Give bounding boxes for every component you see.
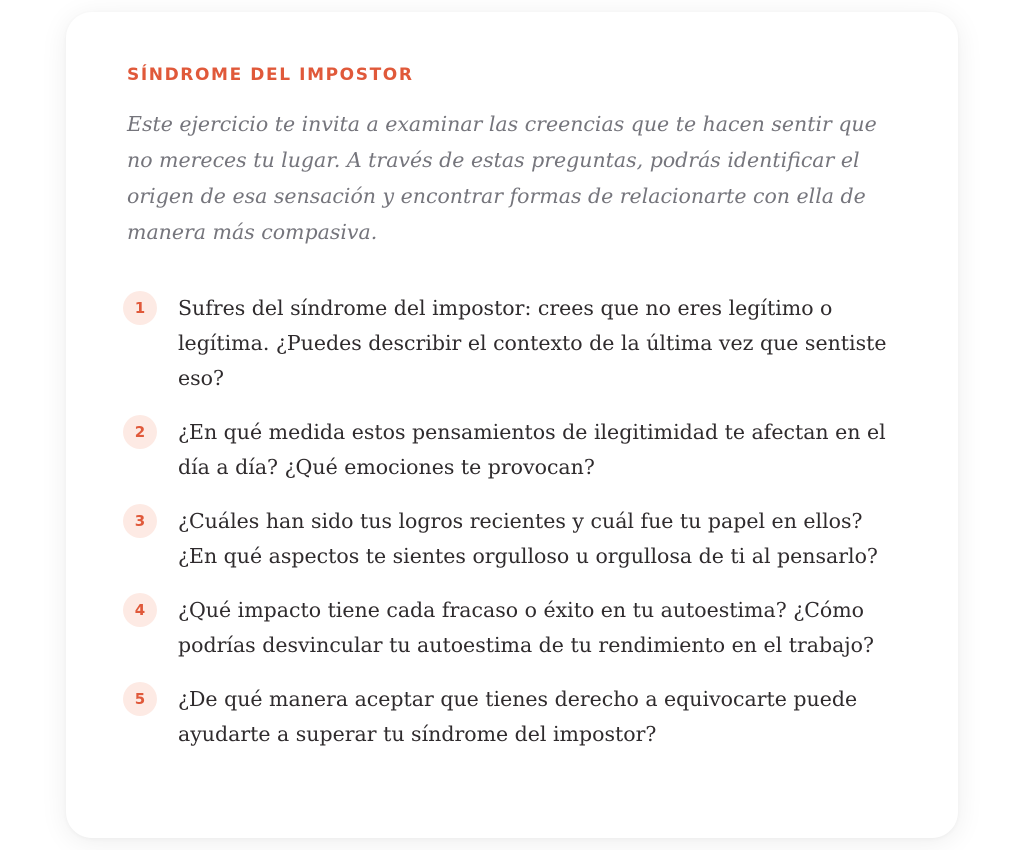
question-text: ¿De qué manera aceptar que tienes derecho a equivocarte puede ayudarte a superar tu síndrome del impostor? — [178, 687, 858, 746]
question-item — [127, 415, 898, 485]
question-item — [127, 504, 898, 574]
question-number-badge: 3 — [123, 504, 157, 538]
exercise-card — [66, 12, 958, 838]
question-item — [127, 593, 898, 663]
exercise-intro: Este ejercicio te invita a examinar las creencias que te hacen sentir que no mereces tu lugar. A través de estas preguntas, podrás identificar el origen de esa sensación y encontrar formas de relacionarte con ella de manera más compasiva. — [127, 112, 877, 244]
question-text: ¿En qué medida estos pensamientos de ilegitimidad te afectan en el día a día? ¿Qué emociones te provocan? — [178, 420, 886, 479]
question-item — [127, 682, 898, 752]
question-text: ¿Cuáles han sido tus logros recientes y cuál fue tu papel en ellos? ¿En qué aspectos te sientes orgulloso u orgullosa de ti al pensarlo? — [178, 509, 878, 568]
question-number-badge: 5 — [123, 682, 157, 716]
exercise-title: SÍNDROME DEL IMPOSTOR — [127, 65, 414, 85]
question-number-badge: 4 — [123, 593, 157, 627]
question-item — [127, 291, 898, 396]
question-text: Sufres del síndrome del impostor: crees que no eres legítimo o legítima. ¿Puedes describir el contexto de la última vez que sentiste eso? — [178, 296, 887, 390]
question-list — [127, 291, 898, 752]
question-number-badge: 1 — [123, 291, 157, 325]
question-number-badge: 2 — [123, 415, 157, 449]
question-text: ¿Qué impacto tiene cada fracaso o éxito en tu autoestima? ¿Cómo podrías desvincular tu autoestima de tu rendimiento en el trabajo? — [178, 598, 874, 657]
